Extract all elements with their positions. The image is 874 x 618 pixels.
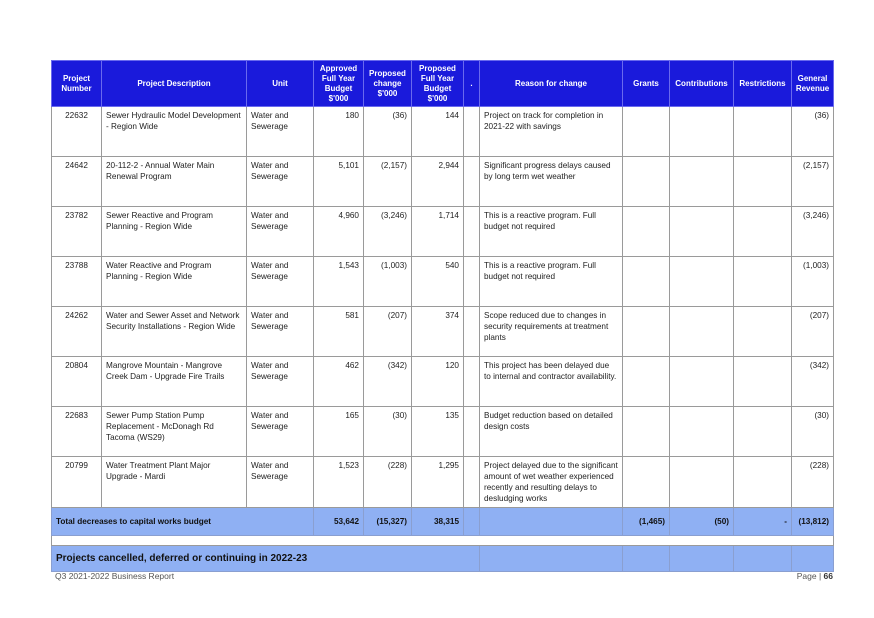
project-description-cell: 20-112-2 - Annual Water Main Renewal Program — [102, 157, 247, 207]
proposed-budget-cell: 2,944 — [412, 157, 464, 207]
total-contributions: (50) — [670, 508, 734, 536]
footer-page — [797, 571, 833, 581]
table-row — [52, 157, 834, 207]
header-restrictions: Restrictions — [734, 61, 792, 107]
project-number-cell: 23788 — [52, 257, 102, 307]
table-row — [52, 357, 834, 407]
restrictions-cell — [734, 157, 792, 207]
proposed-budget-cell: 120 — [412, 357, 464, 407]
proposed-budget-cell: 144 — [412, 107, 464, 157]
grants-cell — [623, 207, 670, 257]
marker-cell — [464, 257, 480, 307]
footer-report-title: Q3 2021-2022 Business Report — [55, 571, 175, 581]
spacer-cell — [52, 536, 834, 546]
section-heading-row — [52, 546, 834, 572]
contributions-cell — [670, 457, 734, 508]
header-proposed-budget: Proposed Full Year Budget $'000 — [412, 61, 464, 107]
proposed-change-cell: (3,246) — [364, 207, 412, 257]
contributions-cell — [670, 207, 734, 257]
reason-cell: Budget reduction based on detailed design costs — [480, 407, 623, 457]
reason-cell: Significant progress delays caused by long term wet weather — [480, 157, 623, 207]
restrictions-cell — [734, 357, 792, 407]
unit-cell: Water and Sewerage — [247, 457, 314, 508]
project-number-cell: 22683 — [52, 407, 102, 457]
section-cell-reason — [480, 546, 623, 572]
header-reason: Reason for change — [480, 61, 623, 107]
proposed-change-cell: (1,003) — [364, 257, 412, 307]
restrictions-cell — [734, 207, 792, 257]
general-revenue-cell: (2,157) — [792, 157, 834, 207]
general-revenue-cell: (1,003) — [792, 257, 834, 307]
table-row — [52, 457, 834, 508]
project-description-cell: Water Treatment Plant Major Upgrade - Mardi — [102, 457, 247, 508]
project-description-cell: Mangrove Mountain - Mangrove Creek Dam - Upgrade Fire Trails — [102, 357, 247, 407]
grants-cell — [623, 107, 670, 157]
restrictions-cell — [734, 457, 792, 508]
approved-budget-cell: 581 — [314, 307, 364, 357]
unit-cell: Water and Sewerage — [247, 157, 314, 207]
section-heading: Projects cancelled, deferred or continuing in 2022-23 — [52, 546, 480, 572]
marker-cell — [464, 157, 480, 207]
project-number-cell: 20799 — [52, 457, 102, 508]
total-approved: 53,642 — [314, 508, 364, 536]
approved-budget-cell: 1,543 — [314, 257, 364, 307]
reason-cell: This is a reactive program. Full budget not required — [480, 207, 623, 257]
total-change: (15,327) — [364, 508, 412, 536]
unit-cell: Water and Sewerage — [247, 357, 314, 407]
approved-budget-cell: 4,960 — [314, 207, 364, 257]
reason-cell: Project on track for completion in 2021-22 with savings — [480, 107, 623, 157]
proposed-budget-cell: 1,714 — [412, 207, 464, 257]
table-row — [52, 257, 834, 307]
grants-cell — [623, 257, 670, 307]
general-revenue-cell: (228) — [792, 457, 834, 508]
project-description-cell: Sewer Hydraulic Model Development - Region Wide — [102, 107, 247, 157]
contributions-cell — [670, 157, 734, 207]
header-project-description: Project Description — [102, 61, 247, 107]
marker-cell — [464, 357, 480, 407]
table-row — [52, 207, 834, 257]
header-grants: Grants — [623, 61, 670, 107]
reason-cell: This is a reactive program. Full budget not required — [480, 257, 623, 307]
marker-cell — [464, 207, 480, 257]
spacer-row — [52, 536, 834, 546]
unit-cell: Water and Sewerage — [247, 107, 314, 157]
grants-cell — [623, 157, 670, 207]
header-approved-budget: Approved Full Year Budget $'000 — [314, 61, 364, 107]
unit-cell: Water and Sewerage — [247, 307, 314, 357]
capital-works-table — [51, 60, 834, 572]
approved-budget-cell: 180 — [314, 107, 364, 157]
section-cell-restrictions — [734, 546, 792, 572]
unit-cell: Water and Sewerage — [247, 207, 314, 257]
proposed-budget-cell: 540 — [412, 257, 464, 307]
header-row — [52, 61, 834, 107]
marker-cell — [464, 407, 480, 457]
proposed-budget-cell: 135 — [412, 407, 464, 457]
reason-cell: This project has been delayed due to internal and contractor availability. — [480, 357, 623, 407]
total-grants: (1,465) — [623, 508, 670, 536]
restrictions-cell — [734, 257, 792, 307]
section-cell-grants — [623, 546, 670, 572]
approved-budget-cell: 5,101 — [314, 157, 364, 207]
proposed-change-cell: (2,157) — [364, 157, 412, 207]
table-row — [52, 307, 834, 357]
project-description-cell: Sewer Pump Station Pump Replacement - McDonagh Rd Tacoma (WS29) — [102, 407, 247, 457]
total-label: Total decreases to capital works budget — [52, 508, 314, 536]
contributions-cell — [670, 307, 734, 357]
grants-cell — [623, 357, 670, 407]
table-row — [52, 407, 834, 457]
marker-cell — [464, 457, 480, 508]
contributions-cell — [670, 357, 734, 407]
total-reason-cell — [480, 508, 623, 536]
proposed-change-cell: (342) — [364, 357, 412, 407]
marker-cell — [464, 107, 480, 157]
project-description-cell: Water and Sewer Asset and Network Security Installations - Region Wide — [102, 307, 247, 357]
approved-budget-cell: 1,523 — [314, 457, 364, 508]
proposed-change-cell: (36) — [364, 107, 412, 157]
contributions-cell — [670, 107, 734, 157]
approved-budget-cell: 462 — [314, 357, 364, 407]
proposed-change-cell: (30) — [364, 407, 412, 457]
approved-budget-cell: 165 — [314, 407, 364, 457]
total-general-revenue: (13,812) — [792, 508, 834, 536]
general-revenue-cell: (3,246) — [792, 207, 834, 257]
header-marker: . — [464, 61, 480, 107]
project-description-cell: Water Reactive and Program Planning - Region Wide — [102, 257, 247, 307]
section-cell-contributions — [670, 546, 734, 572]
restrictions-cell — [734, 107, 792, 157]
footer-page-number: 66 — [823, 571, 833, 581]
total-marker-cell — [464, 508, 480, 536]
general-revenue-cell: (36) — [792, 107, 834, 157]
reason-cell: Project delayed due to the significant amount of wet weather experienced recently and resulting delays to desludging works — [480, 457, 623, 508]
header-contributions: Contributions — [670, 61, 734, 107]
general-revenue-cell: (207) — [792, 307, 834, 357]
project-number-cell: 22632 — [52, 107, 102, 157]
grants-cell — [623, 307, 670, 357]
general-revenue-cell: (342) — [792, 357, 834, 407]
general-revenue-cell: (30) — [792, 407, 834, 457]
total-restrictions: - — [734, 508, 792, 536]
proposed-budget-cell: 1,295 — [412, 457, 464, 508]
header-proposed-change: Proposed change $'000 — [364, 61, 412, 107]
grants-cell — [623, 407, 670, 457]
proposed-change-cell: (207) — [364, 307, 412, 357]
header-project-number: Project Number — [52, 61, 102, 107]
reason-cell: Scope reduced due to changes in security requirements at treatment plants — [480, 307, 623, 357]
contributions-cell — [670, 407, 734, 457]
total-row — [52, 508, 834, 536]
unit-cell: Water and Sewerage — [247, 257, 314, 307]
project-number-cell: 24262 — [52, 307, 102, 357]
header-unit: Unit — [247, 61, 314, 107]
project-number-cell: 24642 — [52, 157, 102, 207]
footer-page-label: Page | — [796, 571, 824, 581]
project-number-cell: 23782 — [52, 207, 102, 257]
restrictions-cell — [734, 407, 792, 457]
total-proposed: 38,315 — [412, 508, 464, 536]
grants-cell — [623, 457, 670, 508]
proposed-change-cell: (228) — [364, 457, 412, 508]
marker-cell — [464, 307, 480, 357]
project-number-cell: 20804 — [52, 357, 102, 407]
restrictions-cell — [734, 307, 792, 357]
project-description-cell: Sewer Reactive and Program Planning - Region Wide — [102, 207, 247, 257]
section-cell-general-revenue — [792, 546, 834, 572]
unit-cell: Water and Sewerage — [247, 407, 314, 457]
header-general-revenue: General Revenue — [792, 61, 834, 107]
table-row — [52, 107, 834, 157]
proposed-budget-cell: 374 — [412, 307, 464, 357]
project-rows — [52, 107, 834, 572]
contributions-cell — [670, 257, 734, 307]
